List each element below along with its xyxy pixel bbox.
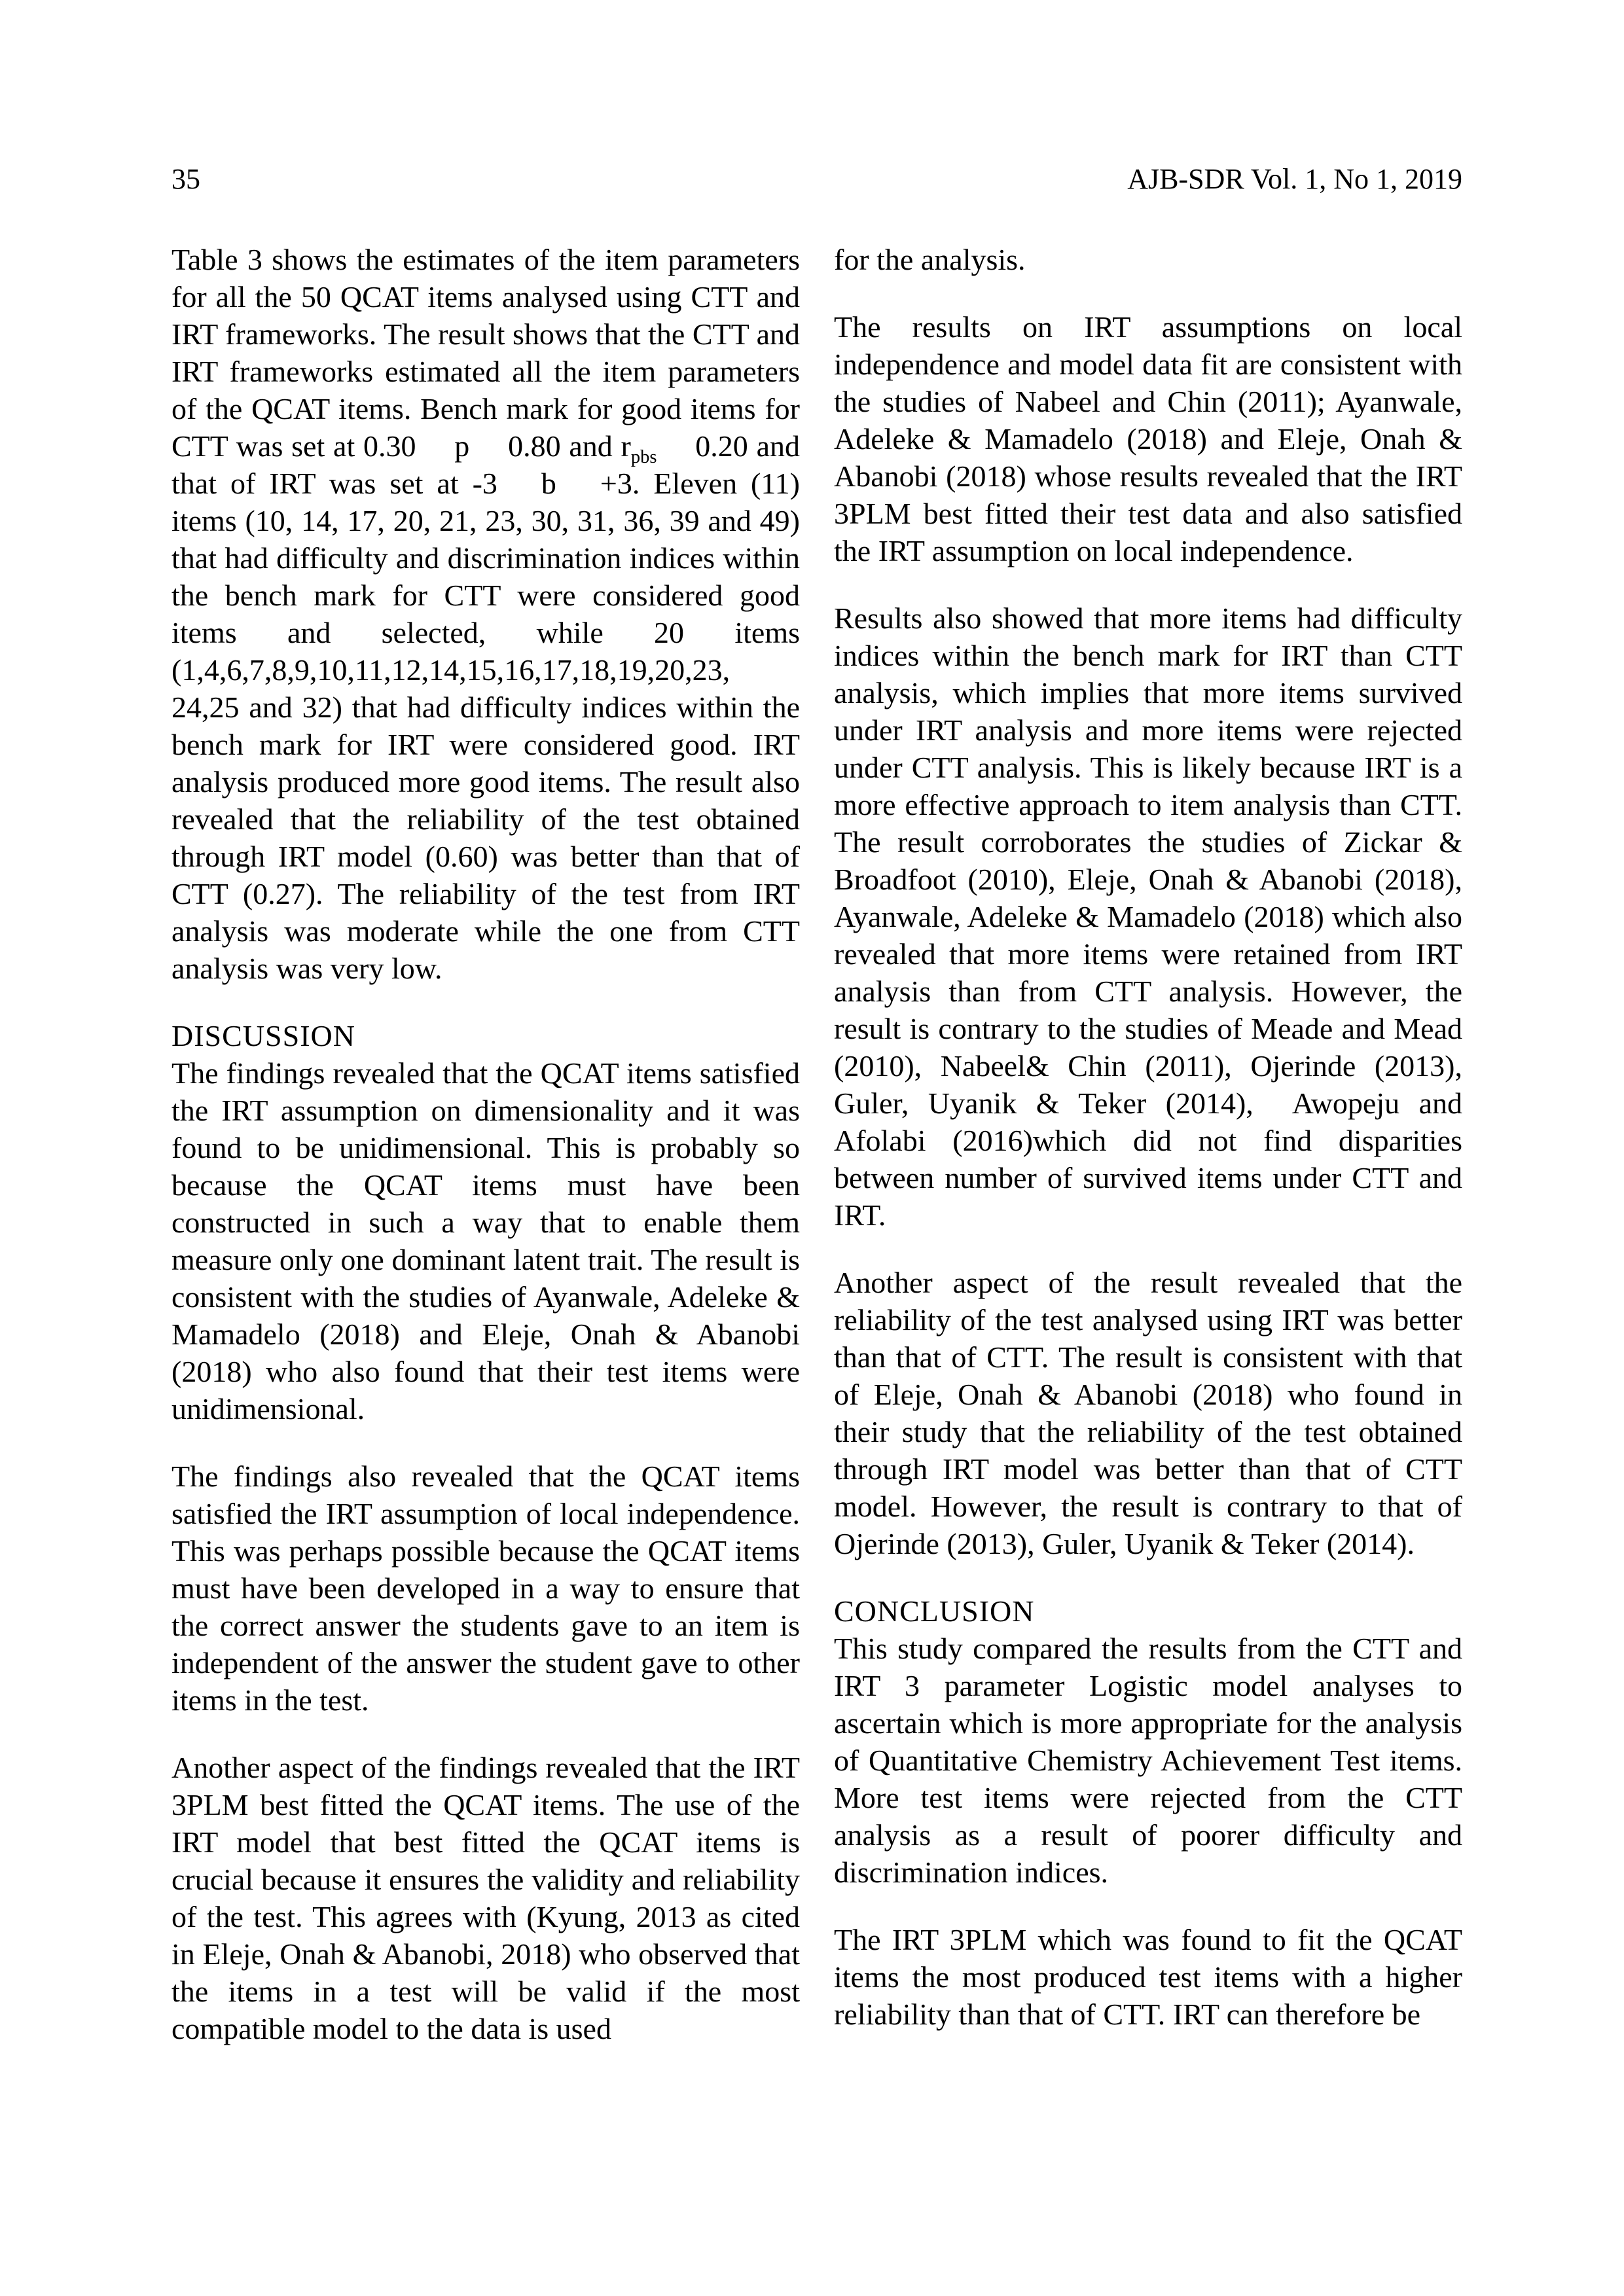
page-header [171, 164, 1462, 195]
left-column [171, 241, 800, 2047]
paragraph-local-independence: The findings also revealed that the QCAT items satisfied the IRT assumption of local independence. This was perhaps possible because the QCAT items must have been developed in a way to ensure that the correct answer the students gave to an item is independent of the answer the student gave to other items in the test. [171, 1460, 800, 1717]
paragraph-dimensionality: The findings revealed that the QCAT items satisfied the IRT assumption on dimensionality and it was found to be unidimensional. This is probably so because the QCAT items must have been constructed in such a way that to enable them measure only one dominant latent trait. The result is consistent with the studies of Ayanwale, Adeleke & Mamadelo (2018) and Eleje, Onah & Abanobi (2018) who also found that their test items were unidimensional. [171, 1056, 800, 1426]
two-column-body [171, 241, 1462, 2047]
paragraph-results-table3 [171, 241, 800, 987]
paragraph-irt-3plm-fit: Another aspect of the findings revealed that the IRT 3PLM best fitted the QCAT items. The use of the IRT model that best fitted the QCAT items is crucial because it ensures the validity and reliability of the test. This agrees with (Kyung, 2013 as cited in Eleje, Onah & Abanobi, 2018) who observed that the items in a test will be valid if the most compatible model to the data is used [171, 1751, 800, 2045]
paragraph-continuation: for the analysis. [834, 243, 1026, 276]
journal-reference: AJB-SDR Vol. 1, No 1, 2019 [1127, 163, 1462, 195]
section-heading-conclusion: CONCLUSION [834, 1594, 1035, 1628]
section-heading-discussion: DISCUSSION [171, 1019, 355, 1052]
paragraph-reliability-comparison: Another aspect of the result revealed that the reliability of the test analysed using IRT was better than that of CTT. The result is consistent with that of Eleje, Onah & Abanobi (2018) who found in their study that the reliability of the test obtained through IRT model was better than that of CTT model. However, the result is contrary to that of Ojerinde (2013), Guler, Uyanik & Teker (2014). [834, 1266, 1462, 1560]
subscript-pbs: pbs [630, 447, 657, 468]
paragraph-text: Table 3 shows the estimates of the item parameters for all the 50 QCAT items analysed using CTT and IRT frameworks. The result shows that the CTT and IRT frameworks estimated all the item parameters of the QCAT items. Bench mark for good items for CTT was set at 0.30 p 0.80 and r [171, 243, 800, 463]
page-number: 35 [171, 163, 200, 195]
paragraph-text: 0.20 and that of IRT was set at -3 b +3. Eleven (11) items (10, 14, 17, 20, 21, 23, 30, 31, 36, 39 and 49) that had difficulty and discrimination indices within the bench mark for CTT were considered good items and selected, while 20 items (1,4,6,7,8,9,10,11,12,14,15,16,17,18,19,20,23, 24,25 and 32) that had difficulty indices within the bench mark for IRT were considered good. IRT analysis produced more good items. The result also revealed that the reliability of the test obtained through IRT model (0.60) was better than that of CTT (0.27). The reliability of the test from IRT analysis was moderate while the one from CTT analysis was very low. [171, 429, 800, 985]
paragraph-conclusion-final: The IRT 3PLM which was found to fit the QCAT items the most produced test items with a higher reliability than that of CTT. IRT can therefore be [834, 1923, 1462, 2031]
right-column [834, 241, 1462, 2047]
paragraph-conclusion-summary: This study compared the results from the CTT and IRT 3 parameter Logistic model analyses to ascertain which is more appropriate for the analysis of Quantitative Chemistry Achievement Test items. More test items were rejected from the CTT analysis as a result of poorer difficulty and discrimination indices. [834, 1632, 1462, 1889]
paragraph-irt-assumptions: The results on IRT assumptions on local independence and model data fit are consistent with the studies of Nabeel and Chin (2011); Ayanwale, Adeleke & Mamadelo (2018) and Eleje, Onah & Abanobi (2018) whose results revealed that the IRT 3PLM best fitted their test data and also satisfied the IRT assumption on local independence. [834, 310, 1462, 567]
paragraph-difficulty-indices: Results also showed that more items had difficulty indices within the bench mark for IRT than CTT analysis, which implies that more items survived under IRT analysis and more items were rejected under CTT analysis. This is likely because IRT is a more effective approach to item analysis than CTT. The result corroborates the studies of Zickar & Broadfoot (2010), Eleje, Onah & Abanobi (2018), Ayanwale, Adeleke & Mamadelo (2018) which also revealed that more items were retained from IRT analysis than from CTT analysis. However, the result is contrary to the studies of Meade and Mead (2010), Nabeel& Chin (2011), Ojerinde (2013), Guler, Uyanik & Teker (2014), Awopeju and Afolabi (2016)which did not find disparities between number of survived items under CTT and IRT. [834, 601, 1462, 1232]
